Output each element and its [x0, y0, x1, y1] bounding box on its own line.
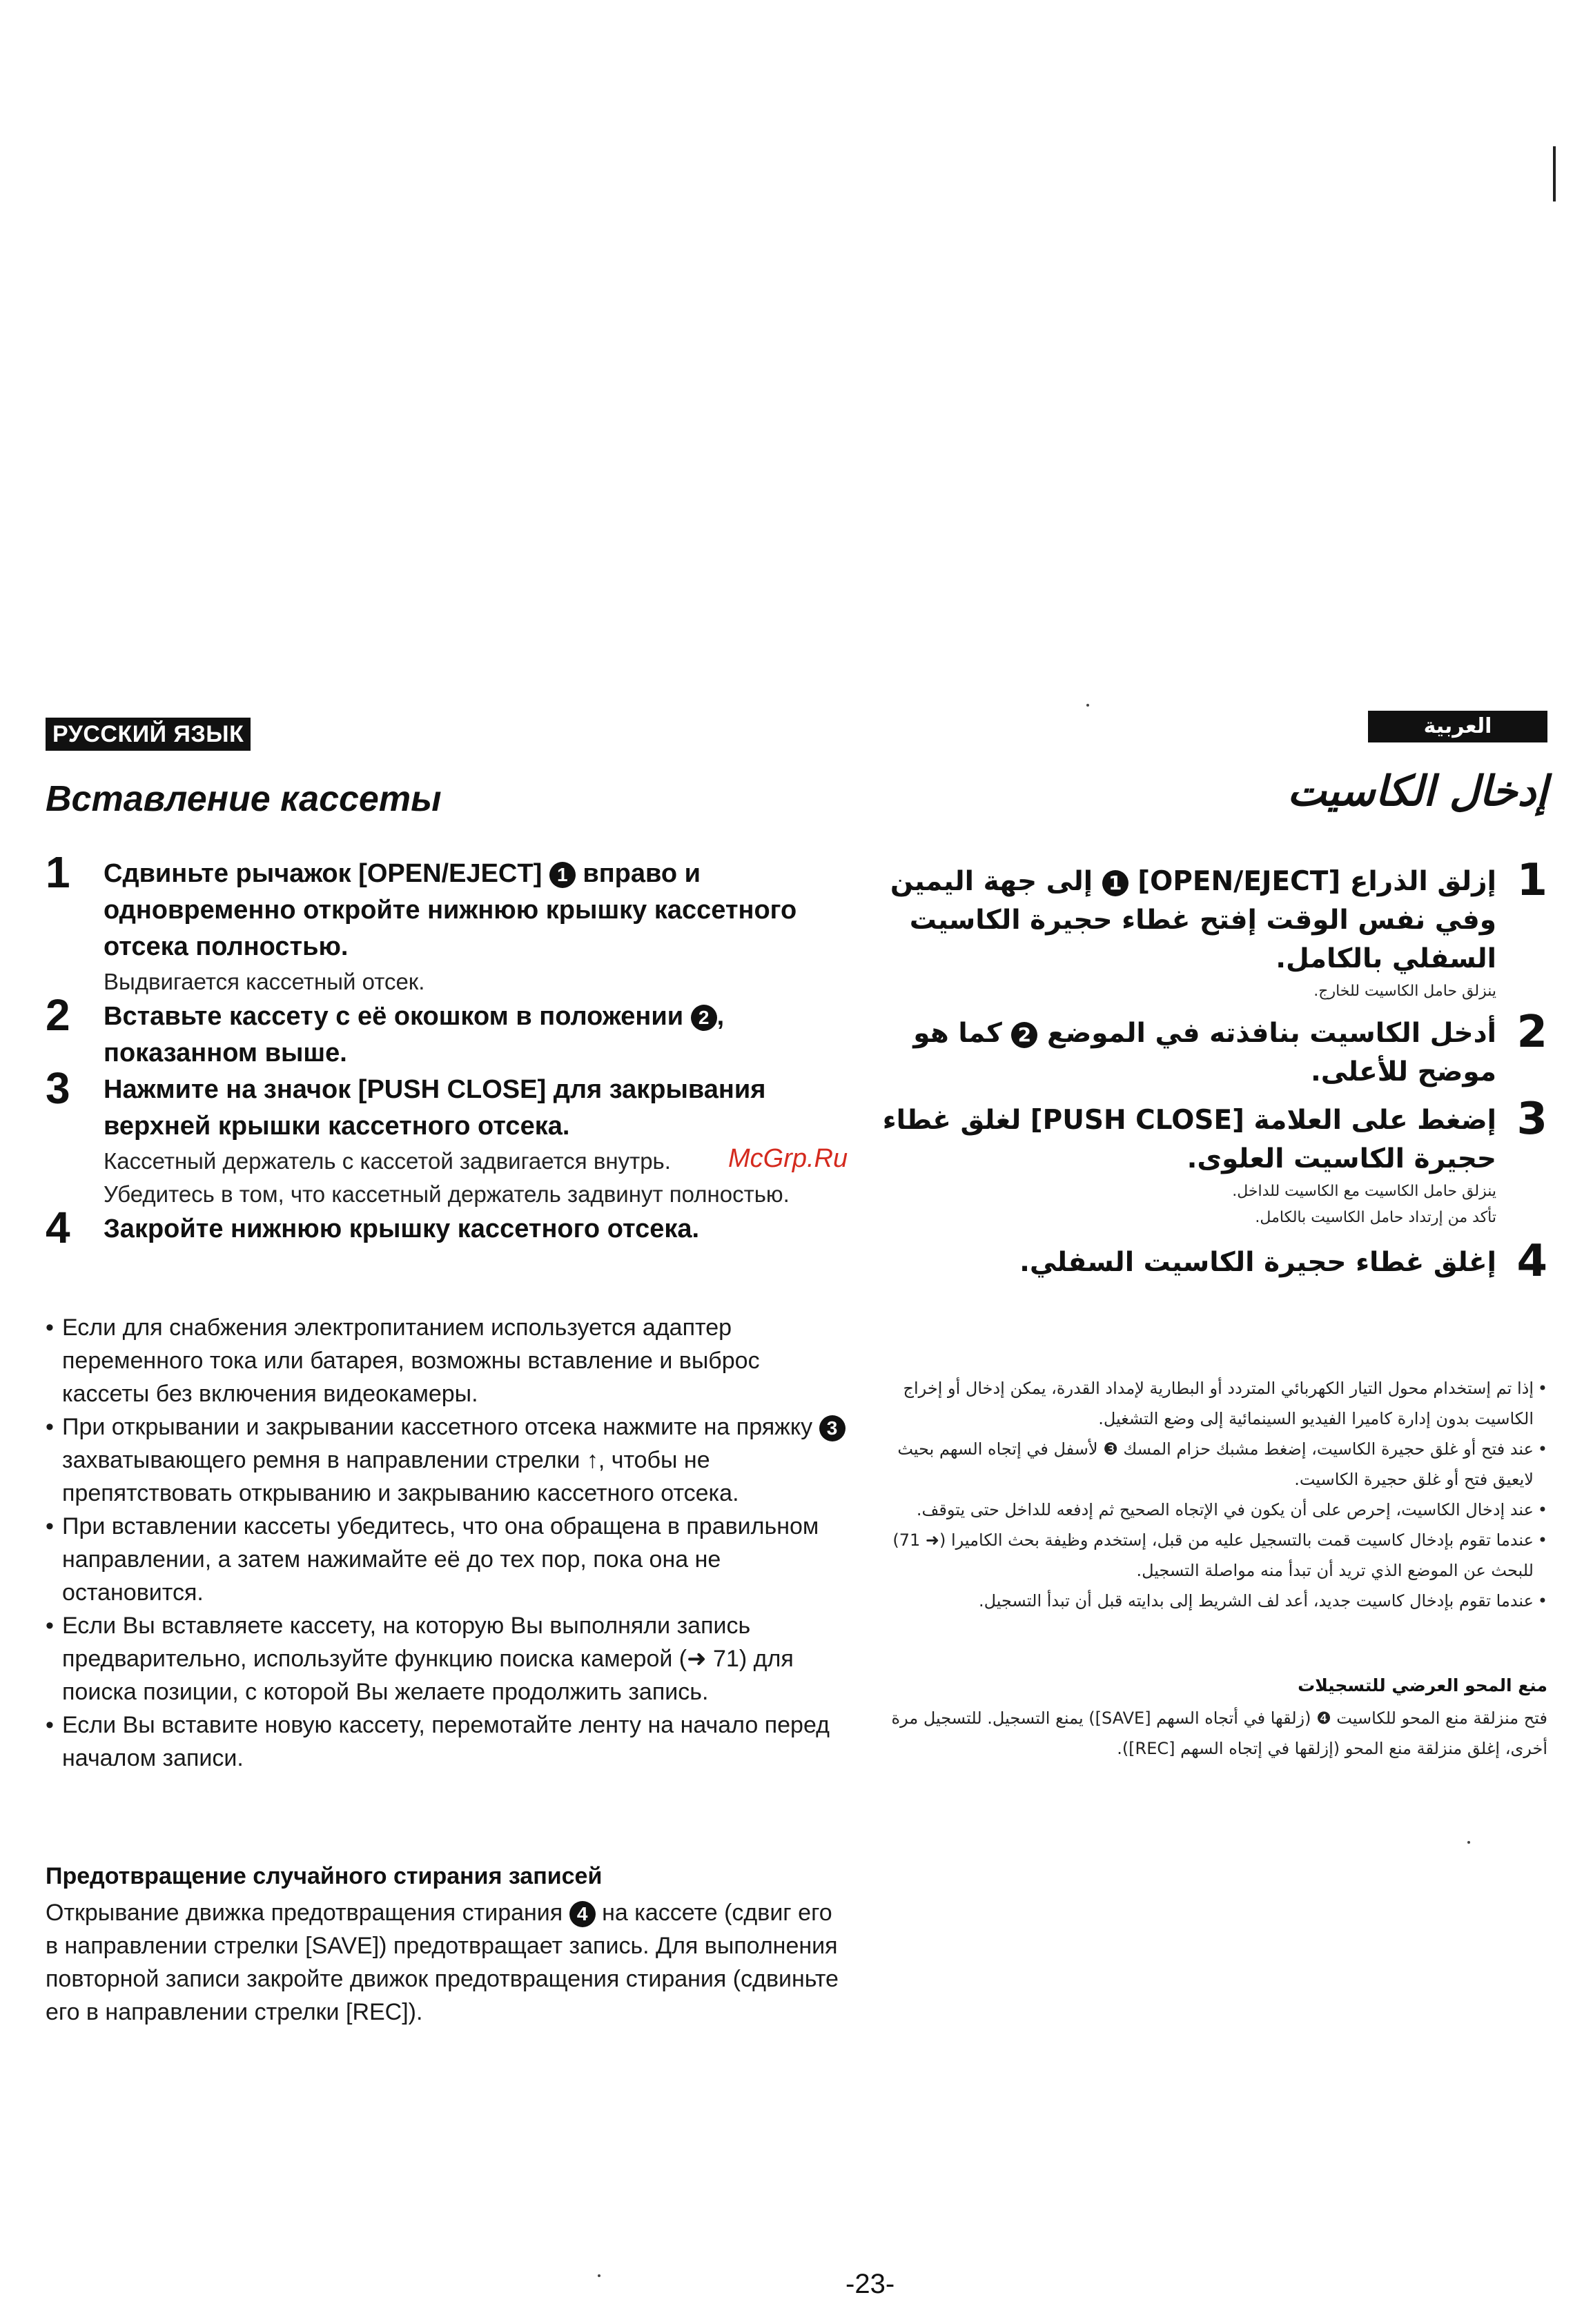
list-item: • عندما تقوم بإدخال كاسيت جديد، أعد لف الشريط إلى بدايته قبل أن تبدأ التسجيل. — [857, 1586, 1547, 1616]
ru-steps-list — [46, 847, 860, 1252]
ar-notes-list — [857, 1373, 1547, 1616]
ar-steps-list — [857, 855, 1547, 1287]
step-instruction: إغلق غطاء حجيرة الكاسيت السفلي. — [1019, 1247, 1496, 1278]
list-item: • Если для снабжения электропитанием используется адаптер переменного тока или батарея, возможны вставление и выброс кассеты без включения видеокамеры. — [46, 1311, 853, 1410]
list-item: • Если Вы вставите новую кассету, перемотайте ленту на начало перед началом записи. — [46, 1708, 853, 1775]
step-number: 1 — [1516, 855, 1547, 906]
marker-2-icon: 2 — [691, 1005, 717, 1031]
step-note: Выдвигается кассетный отсек. — [104, 969, 425, 994]
step-instruction: Нажмите на значок [PUSH CLOSE] для закрывания верхней крышки кассетного отсека. — [104, 1075, 766, 1141]
ru-protect-text: Открывание движка предотвращения стирания 4 на кассете (сдвиг его в направлении стрелки [SAVE]) предотвращает запись. Для выполнения повторной записи закройте движок предотвращения стирания (сдвиньте его в направлении стрелки [REC]). — [46, 1900, 839, 2025]
list-item: • При вставлении кассеты убедитесь, что она обращена в правильном направлении, а затем нажимайте её до тех пор, пока она не остановится. — [46, 1510, 853, 1609]
ar-protect-text: فتح منزلقة منع المحو للكاسيت ❹ (زلقها في أتجاه السهم [SAVE]) يمنع التسجيل. للتسجيل مرة أخرى، إغلق منزلقة منع المحو (إزلقها في إتجاه السهم [REC]). — [891, 1708, 1547, 1758]
ru-notes-list — [46, 1311, 853, 1775]
step-number: 3 — [1516, 1094, 1547, 1145]
step-number: 2 — [46, 990, 70, 1040]
step-instruction: إضغط على العلامة [PUSH CLOSE] لغلق غطاء حجيرة الكاسيت العلوى. — [882, 1105, 1496, 1174]
list-item: • عندما تقوم بإدخال كاسيت قمت بالتسجيل عليه من قبل، إستخدم وظيفة بحث الكاميرا (➜ 71) للبحث عن الموضع الذي تريد أن تبدأ منه مواصلة التسجيل. — [857, 1525, 1547, 1586]
list-item: • عند إدخال الكاسيت، إحرص على أن يكون في الإتجاه الصحيح ثم إدفعه للداخل حتى يتوقف. — [857, 1495, 1547, 1525]
step-instruction: Закройте нижнюю крышку кассетного отсека. — [104, 1214, 700, 1243]
step-number: 4 — [1516, 1236, 1547, 1287]
edge-mark — [1553, 146, 1556, 201]
step-note: Кассетный держатель с кассетой задвигается внутрь. — [104, 1148, 671, 1174]
list-item: • إذا تم إستخدام محول التيار الكهربائي المتردد أو البطارية لإمداد القدرة، يمكن إدخال أو إخراج الكاسيت بدون إدارة كاميرا الفيديو السينمائية إلى وضع التشغيل. — [857, 1373, 1547, 1434]
ar-step-3 — [857, 1094, 1547, 1231]
watermark: McGrp.Ru — [728, 1144, 848, 1173]
speck — [1467, 1841, 1470, 1844]
step-number: 3 — [46, 1063, 70, 1113]
ar-section-title: إدخال الكاسيت — [1287, 767, 1547, 816]
marker-2-icon: 2 — [1011, 1022, 1037, 1048]
list-item: • При открывании и закрывании кассетного отсека нажмите на пряжку 3 захватывающего ремня в направлении стрелки ↑, чтобы не препятствовать открыванию и закрыванию кассетного отсека. — [46, 1410, 853, 1510]
step-note: ينزلق حامل الكاسيت مع الكاسيت للداخل. — [1232, 1183, 1496, 1200]
ru-step-1 — [46, 847, 860, 998]
ru-protect-heading: Предотвращение случайного стирания записей — [46, 1863, 603, 1889]
marker-3-icon: 3 — [819, 1415, 846, 1441]
speck — [1086, 704, 1089, 707]
step-note: Убедитесь в том, что кассетный держатель задвинут полностью. — [104, 1181, 790, 1207]
marker-4-icon: 4 — [569, 1901, 596, 1927]
ar-step-1 — [857, 855, 1547, 1005]
marker-1-icon: 1 — [1102, 870, 1128, 896]
step-number: 4 — [46, 1203, 70, 1252]
list-item: • عند فتح أو غلق حجيرة الكاسيت، إضغط مشبك حزام المسك ❸ لأسفل في إتجاه السهم بحيث لايعيق فتح أو غلق حجيرة الكاسيت. — [857, 1434, 1547, 1495]
list-item: • Если Вы вставляете кассету, на которую Вы выполняли запись предварительно, используйте функцию поиска камерой (➜ 71) для поиска позиции, с которой Вы желаете продолжить запись. — [46, 1609, 853, 1708]
ar-step-2 — [857, 1007, 1547, 1092]
page-number: -23- — [846, 2269, 895, 2299]
ar-step-4 — [857, 1236, 1547, 1287]
step-note: تأكد من إرتداد حامل الكاسيت بالكامل. — [1255, 1209, 1496, 1226]
step-number: 1 — [46, 847, 70, 897]
ar-protect-heading: منع المحو العرضي للتسجيلات — [1298, 1675, 1547, 1695]
ru-section-title: Вставление кассеты — [46, 779, 442, 819]
ru-language-badge: РУССКИЙ ЯЗЫК — [46, 718, 251, 751]
ar-language-badge: العربية — [1368, 711, 1547, 742]
ru-step-3 — [46, 1063, 860, 1211]
step-note: ينزلق حامل الكاسيت للخارج. — [1313, 983, 1496, 1000]
step-instruction: أدخل الكاسيت بنافذته في الموضع 2 كما هو موضح للأعلى. — [913, 1018, 1496, 1087]
step-instruction: Вставьте кассету с её окошком в положении 2 , показанном выше. — [104, 1002, 725, 1067]
step-number: 2 — [1516, 1007, 1547, 1058]
step-instruction: إزلق الذراع [OPEN/EJECT] 1 إلى جهة اليمين وفي نفس الوقت إفتح غطاء حجيرة الكاسيت السفلي بالكامل. — [890, 866, 1496, 974]
marker-1-icon: 1 — [549, 862, 576, 888]
step-instruction: Сдвиньте рычажок [OPEN/EJECT] 1 вправо и одновременно откройте нижнюю крышку кассетного отсека полностью. — [104, 859, 797, 961]
ru-step-2 — [46, 990, 860, 1072]
ru-step-4 — [46, 1203, 860, 1252]
speck — [598, 2274, 600, 2277]
